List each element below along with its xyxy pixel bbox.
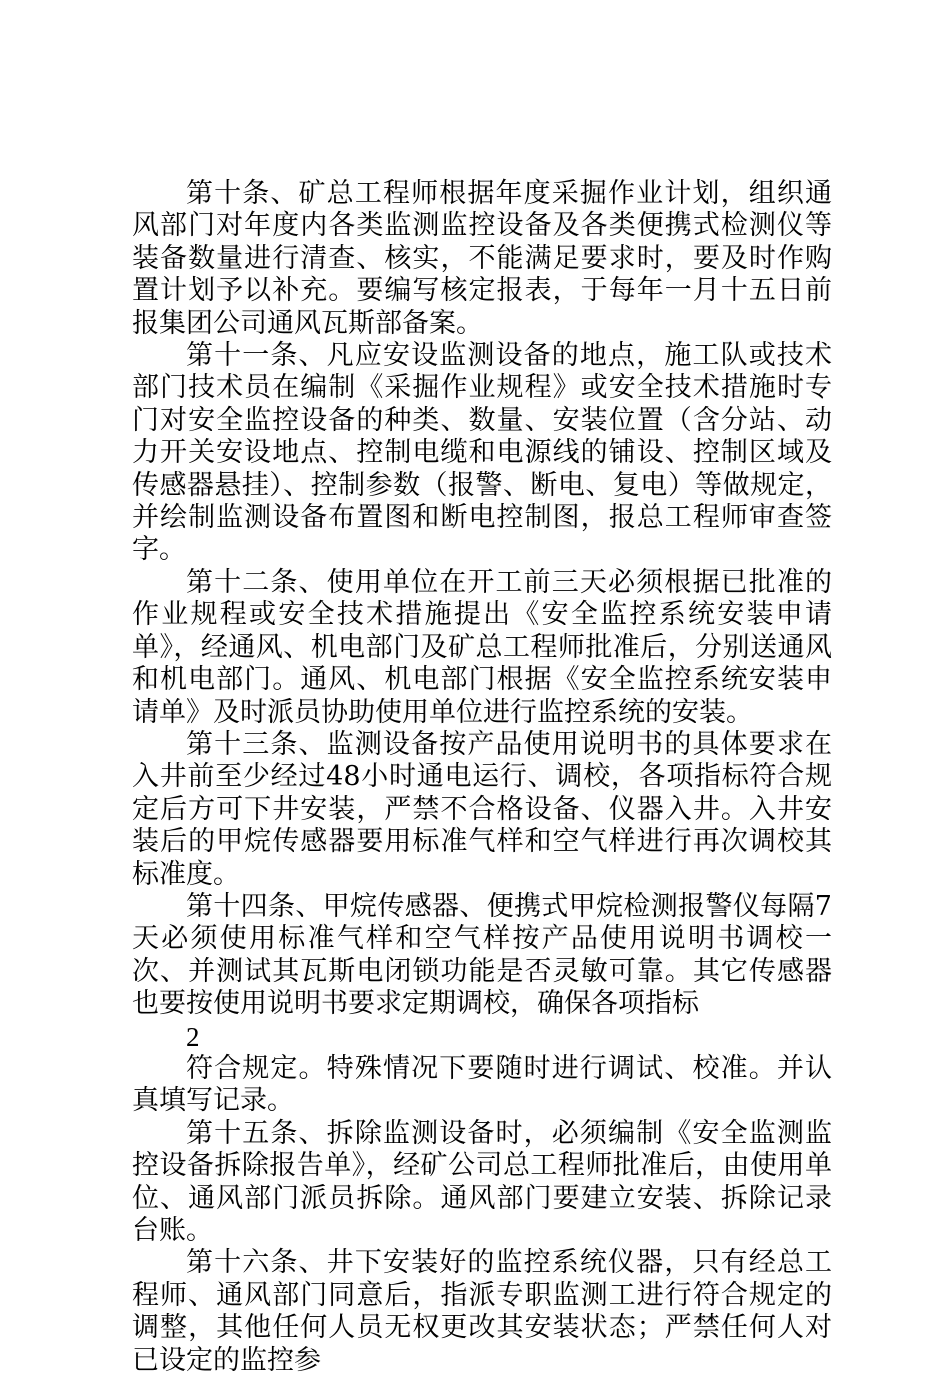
article-15-paragraph: 第十五条、拆除监测设备时，必须编制《安全监测监控设备拆除报告单》，经矿公司总工程师批准后，由使用单位、通风部门派员拆除。通风部门要建立安装、拆除记录台账。	[132, 1117, 832, 1246]
article-11-paragraph: 第十一条、凡应安设监测设备的地点，施工队或技术部门技术员在编制《采掘作业规程》或安全技术措施时专门对安全监控设备的种类、数量、安装位置（含分站、动力开关安设地点、控制电缆和电源线的铺设、控制区域及传感器悬挂）、控制参数（报警、断电、复电）等做规定，并绘制监测设备布置图和断电控制图，报总工程师审查签字。	[132, 340, 832, 566]
article-13-paragraph: 第十三条、监测设备按产品使用说明书的具体要求在入井前至少经过48小时通电运行、调校，各项指标符合规定后方可下井安装，严禁不合格设备、仪器入井。入井安装后的甲烷传感器要用标准气样和空气样进行再次调校其标准度。	[132, 728, 832, 890]
article-14-continuation-paragraph: 符合规定。特殊情况下要随时进行调试、校准。并认真填写记录。	[132, 1052, 832, 1117]
article-12-paragraph: 第十二条、使用单位在开工前三天必须根据已批准的作业规程或安全技术措施提出《安全监控系统安装申请单》，经通风、机电部门及矿总工程师批准后，分别送通风和机电部门。通风、机电部门根据《安全监控系统安装申请单》及时派员协助使用单位进行监控系统的安装。	[132, 566, 832, 728]
article-16-paragraph: 第十六条、井下安装好的监控系统仪器，只有经总工程师、通风部门同意后，指派专职监测工进行符合规定的调整，其他任何人员无权更改其安装状态；严禁任何人对已设定的监控参	[132, 1247, 832, 1376]
document-page	[132, 178, 832, 1377]
page-number: 2	[186, 1021, 200, 1052]
article-14-paragraph: 第十四条、甲烷传感器、便携式甲烷检测报警仪每隔7天必须使用标准气样和空气样按产品使用说明书调校一次、并测试其瓦斯电闭锁功能是否灵敏可靠。其它传感器也要按使用说明书要求定期调校，确保各项指标	[132, 890, 832, 1020]
article-10-paragraph: 第十条、矿总工程师根据年度采掘作业计划，组织通风部门对年度内各类监测监控设备及各类便携式检测仪等装备数量进行清查、核实，不能满足要求时，要及时作购置计划予以补充。要编写核定报表，于每年一月十五日前报集团公司通风瓦斯部备案。	[132, 178, 832, 339]
